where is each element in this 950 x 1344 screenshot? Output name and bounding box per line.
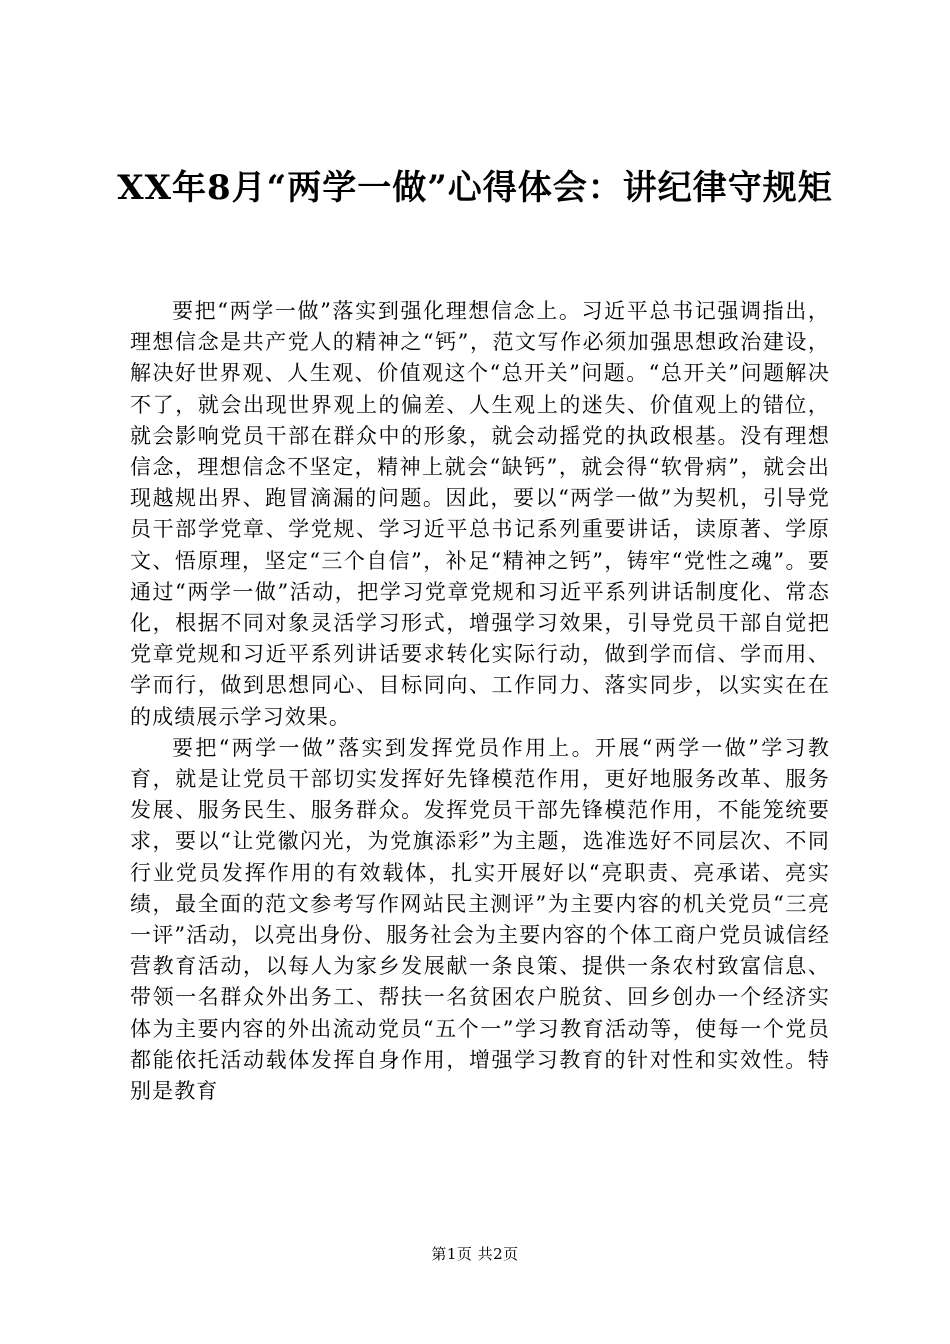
paragraph-1: 要把“两学一做”落实到强化理想信念上。习近平总书记强调指出，理想信念是共产党人的精神之“钙”，范文写作必须加强思想政治建设，解决好世界观、人生观、价值观这个“总开关”问题。“总开关”问题解决不了，就会出现世界观上的偏差、人生观上的迷失、价值观上的错位，就会影响党员干部在群众中的形象，就会动摇党的执政根基。没有理想信念，理想信念不坚定，精神上就会“缺钙”，就会得“软骨病”，就会出现越规出界、跑冒滴漏的问题。因此，要以“两学一做”为契机，引导党员干部学党章、学党规、学习近平总书记系列重要讲话，读原著、学原文、悟原理，坚定“三个自信”，补足“精神之钙”，铸牢“党性之魂”。要通过“两学一做”活动，把学习党章党规和习近平系列讲话制度化、常态化，根据不同对象灵活学习形式，增强学习效果，引导党员干部自觉把党章党规和习近平系列讲话要求转化实际行动，做到学而信、学而用、学而行，做到思想同心、目标同向、工作同力、落实同步，以实实在在的成绩展示学习效果。 (130, 299, 830, 729)
paragraph-2: 要把“两学一做”落实到发挥党员作用上。开展“两学一做”学习教育，就是让党员干部切实发挥好先锋模范作用，更好地服务改革、服务发展、服务民生、服务群众。发挥党员干部先锋模范作用，不能笼统要求，要以“让党徽闪光，为党旗添彩”为主题，选准选好不同层次、不同行业党员发挥作用的有效载体，扎实开展好以“亮职责、亮承诺、亮实绩，最全面的范文参考写作网站民主测评”为主要内容的机关党员“三亮一评”活动，以亮出身份、服务社会为主要内容的个体工商户党员诚信经营教育活动，以每人为家乡发展献一条良策、提供一条农村致富信息、带领一名群众外出务工、帮扶一名贫困农户脱贫、回乡创办一个经济实体为主要内容的外出流动党员“五个一”学习教育活动等，使每一个党员都能依托活动载体发挥自身作用，增强学习教育的针对性和实效性。特别是教育 (130, 735, 830, 1104)
document-body (130, 296, 830, 1107)
page-footer: 第1页 共2页 (431, 1245, 519, 1263)
page-title: XX年8月“两学一做”心得体会：讲纪律守规矩 (117, 168, 833, 208)
